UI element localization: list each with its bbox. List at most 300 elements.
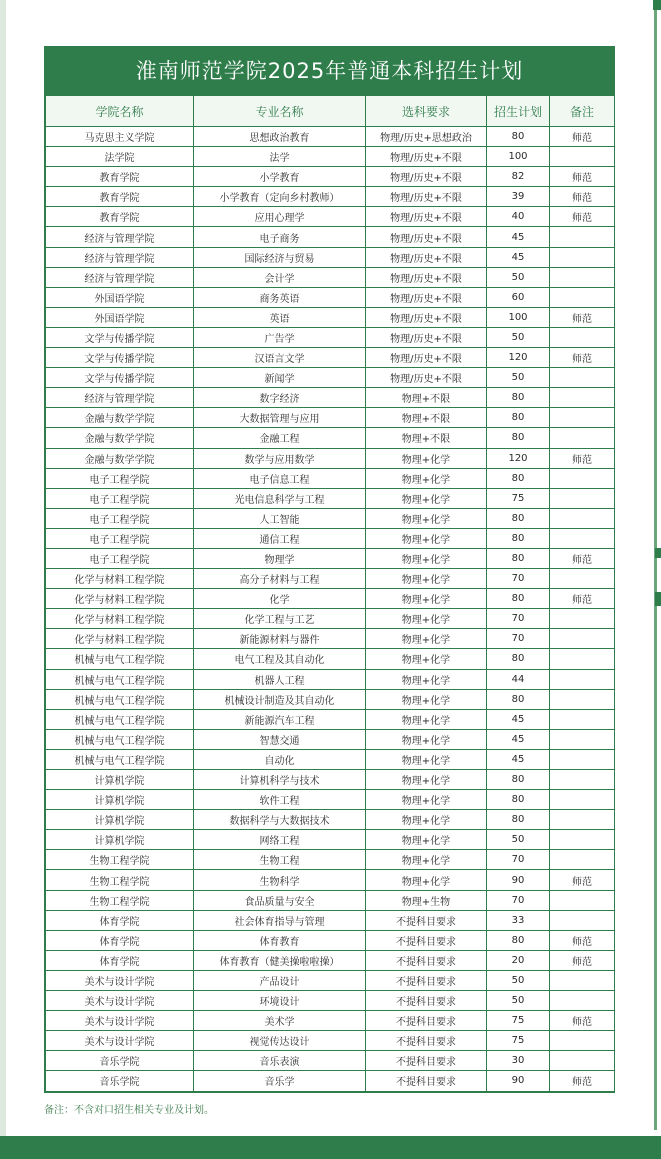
subject-requirement-cell: 物理+化学 xyxy=(366,448,487,468)
major-cell: 机器人工程 xyxy=(194,669,366,689)
remark-cell: 师范 xyxy=(550,127,615,147)
remark-cell xyxy=(550,629,615,649)
plan-count-cell: 50 xyxy=(487,991,550,1011)
major-cell: 法学 xyxy=(194,147,366,167)
remark-cell xyxy=(550,428,615,448)
college-cell: 计算机学院 xyxy=(46,790,194,810)
remark-cell xyxy=(550,267,615,287)
sheet-title: 淮南师范学院2025年普通本科招生计划 xyxy=(45,47,614,95)
table-row xyxy=(46,830,615,850)
remark-cell: 师范 xyxy=(550,307,615,327)
remark-cell xyxy=(550,749,615,769)
major-cell: 新能源汽车工程 xyxy=(194,709,366,729)
table-row xyxy=(46,709,615,729)
table-row xyxy=(46,167,615,187)
subject-requirement-cell: 物理+化学 xyxy=(366,810,487,830)
college-cell: 美术与设计学院 xyxy=(46,991,194,1011)
remark-cell: 师范 xyxy=(550,187,615,207)
plan-count-cell: 45 xyxy=(487,729,550,749)
major-cell: 高分子材料与工程 xyxy=(194,569,366,589)
table-row xyxy=(46,810,615,830)
plan-count-cell: 45 xyxy=(487,749,550,769)
remark-cell xyxy=(550,247,615,267)
remark-cell xyxy=(550,569,615,589)
remark-cell: 师范 xyxy=(550,589,615,609)
major-cell: 智慧交通 xyxy=(194,729,366,749)
subject-requirement-cell: 物理+化学 xyxy=(366,669,487,689)
plan-count-cell: 50 xyxy=(487,368,550,388)
table-row xyxy=(46,569,615,589)
major-cell: 物理学 xyxy=(194,548,366,568)
college-cell: 计算机学院 xyxy=(46,830,194,850)
remark-cell xyxy=(550,368,615,388)
college-cell: 电子工程学院 xyxy=(46,508,194,528)
header-row xyxy=(46,96,615,127)
table-row xyxy=(46,247,615,267)
remark-cell xyxy=(550,850,615,870)
major-cell: 思想政治教育 xyxy=(194,127,366,147)
college-cell: 计算机学院 xyxy=(46,770,194,790)
college-cell: 体育学院 xyxy=(46,950,194,970)
plan-count-cell: 50 xyxy=(487,830,550,850)
subject-requirement-cell: 不提科目要求 xyxy=(366,1031,487,1051)
remark-cell xyxy=(550,649,615,669)
subject-requirement-cell: 物理+化学 xyxy=(366,689,487,709)
college-cell: 机械与电气工程学院 xyxy=(46,669,194,689)
major-cell: 视觉传达设计 xyxy=(194,1031,366,1051)
table-row xyxy=(46,127,615,147)
remark-cell xyxy=(550,810,615,830)
college-cell: 美术与设计学院 xyxy=(46,1031,194,1051)
remark-cell xyxy=(550,609,615,629)
plan-count-cell: 60 xyxy=(487,287,550,307)
subject-requirement-cell: 物理+化学 xyxy=(366,790,487,810)
college-cell: 生物工程学院 xyxy=(46,870,194,890)
table-row xyxy=(46,408,615,428)
remark-cell xyxy=(550,508,615,528)
college-cell: 教育学院 xyxy=(46,167,194,187)
major-cell: 计算机科学与技术 xyxy=(194,770,366,790)
frame-nub xyxy=(655,592,661,606)
subject-requirement-cell: 物理/历史+不限 xyxy=(366,348,487,368)
major-cell: 通信工程 xyxy=(194,528,366,548)
plan-count-cell: 30 xyxy=(487,1051,550,1071)
remark-cell xyxy=(550,770,615,790)
college-cell: 体育学院 xyxy=(46,930,194,950)
major-cell: 金融工程 xyxy=(194,428,366,448)
plan-count-cell: 75 xyxy=(487,1011,550,1031)
bottom-band xyxy=(0,1136,661,1159)
table-row xyxy=(46,589,615,609)
subject-requirement-cell: 物理+化学 xyxy=(366,569,487,589)
plan-count-cell: 39 xyxy=(487,187,550,207)
table-row xyxy=(46,609,615,629)
college-cell: 机械与电气工程学院 xyxy=(46,649,194,669)
college-cell: 电子工程学院 xyxy=(46,528,194,548)
college-cell: 外国语学院 xyxy=(46,307,194,327)
table-row xyxy=(46,729,615,749)
remark-cell xyxy=(550,408,615,428)
college-cell: 法学院 xyxy=(46,147,194,167)
major-cell: 新闻学 xyxy=(194,368,366,388)
remark-cell xyxy=(550,488,615,508)
college-cell: 生物工程学院 xyxy=(46,890,194,910)
table-row xyxy=(46,1031,615,1051)
subject-requirement-cell: 不提科目要求 xyxy=(366,991,487,1011)
table-row xyxy=(46,307,615,327)
plan-count-cell: 90 xyxy=(487,870,550,890)
college-cell: 音乐学院 xyxy=(46,1071,194,1091)
subject-requirement-cell: 物理+不限 xyxy=(366,388,487,408)
subject-requirement-cell: 物理/历史+思想政治 xyxy=(366,127,487,147)
major-cell: 产品设计 xyxy=(194,970,366,990)
major-cell: 食品质量与安全 xyxy=(194,890,366,910)
college-cell: 经济与管理学院 xyxy=(46,247,194,267)
plan-count-cell: 75 xyxy=(487,488,550,508)
subject-requirement-cell: 物理/历史+不限 xyxy=(366,187,487,207)
college-cell: 金融与数学学院 xyxy=(46,408,194,428)
major-cell: 软件工程 xyxy=(194,790,366,810)
major-cell: 电子商务 xyxy=(194,227,366,247)
subject-requirement-cell: 物理+不限 xyxy=(366,408,487,428)
plan-count-cell: 45 xyxy=(487,709,550,729)
subject-requirement-cell: 不提科目要求 xyxy=(366,970,487,990)
table-row xyxy=(46,629,615,649)
plan-count-cell: 80 xyxy=(487,790,550,810)
table-row xyxy=(46,910,615,930)
plan-count-cell: 80 xyxy=(487,689,550,709)
plan-count-cell: 50 xyxy=(487,327,550,347)
college-cell: 经济与管理学院 xyxy=(46,267,194,287)
plan-count-cell: 90 xyxy=(487,1071,550,1091)
major-cell: 人工智能 xyxy=(194,508,366,528)
remark-cell xyxy=(550,287,615,307)
subject-requirement-cell: 物理+化学 xyxy=(366,508,487,528)
major-cell: 会计学 xyxy=(194,267,366,287)
table-row xyxy=(46,689,615,709)
remark-cell xyxy=(550,709,615,729)
plan-count-cell: 80 xyxy=(487,589,550,609)
plan-count-cell: 70 xyxy=(487,609,550,629)
remark-cell xyxy=(550,790,615,810)
plan-count-cell: 80 xyxy=(487,508,550,528)
table-row xyxy=(46,227,615,247)
table-row xyxy=(46,1071,615,1091)
table-row xyxy=(46,649,615,669)
college-cell: 化学与材料工程学院 xyxy=(46,589,194,609)
plan-count-cell: 82 xyxy=(487,167,550,187)
plan-count-cell: 20 xyxy=(487,950,550,970)
college-cell: 文学与传播学院 xyxy=(46,327,194,347)
major-cell: 体育教育 xyxy=(194,930,366,950)
remark-cell xyxy=(550,830,615,850)
table-row xyxy=(46,287,615,307)
major-cell: 化学 xyxy=(194,589,366,609)
plan-count-cell: 80 xyxy=(487,428,550,448)
subject-requirement-cell: 物理+化学 xyxy=(366,770,487,790)
remark-cell xyxy=(550,890,615,910)
college-cell: 机械与电气工程学院 xyxy=(46,749,194,769)
table-row xyxy=(46,187,615,207)
remark-cell: 师范 xyxy=(550,548,615,568)
college-cell: 电子工程学院 xyxy=(46,548,194,568)
plan-count-cell: 80 xyxy=(487,548,550,568)
table-row xyxy=(46,850,615,870)
right-page-frame xyxy=(651,0,661,1159)
subject-requirement-cell: 物理/历史+不限 xyxy=(366,207,487,227)
college-cell: 金融与数学学院 xyxy=(46,428,194,448)
subject-requirement-cell: 物理/历史+不限 xyxy=(366,147,487,167)
remark-cell: 师范 xyxy=(550,1011,615,1031)
college-cell: 经济与管理学院 xyxy=(46,388,194,408)
major-cell: 国际经济与贸易 xyxy=(194,247,366,267)
subject-requirement-cell: 物理/历史+不限 xyxy=(366,327,487,347)
plan-count-cell: 100 xyxy=(487,307,550,327)
remark-cell xyxy=(550,689,615,709)
plan-count-cell: 80 xyxy=(487,810,550,830)
subject-requirement-cell: 物理+化学 xyxy=(366,649,487,669)
subject-requirement-cell: 物理+化学 xyxy=(366,468,487,488)
remark-cell: 师范 xyxy=(550,950,615,970)
header-remark: 备注 xyxy=(550,96,615,127)
remark-cell xyxy=(550,528,615,548)
table-row xyxy=(46,548,615,568)
table-row xyxy=(46,147,615,167)
plan-count-cell: 45 xyxy=(487,247,550,267)
table-row xyxy=(46,448,615,468)
remark-cell: 师范 xyxy=(550,448,615,468)
subject-requirement-cell: 物理+化学 xyxy=(366,709,487,729)
subject-requirement-cell: 物理+化学 xyxy=(366,850,487,870)
major-cell: 数学与应用数学 xyxy=(194,448,366,468)
table-row xyxy=(46,207,615,227)
subject-requirement-cell: 物理+化学 xyxy=(366,589,487,609)
frame-nub xyxy=(655,548,661,558)
remark-cell xyxy=(550,729,615,749)
college-cell: 美术与设计学院 xyxy=(46,970,194,990)
college-cell: 马克思主义学院 xyxy=(46,127,194,147)
subject-requirement-cell: 物理+化学 xyxy=(366,609,487,629)
major-cell: 生物科学 xyxy=(194,870,366,890)
table-row xyxy=(46,1011,615,1031)
major-cell: 小学教育 xyxy=(194,167,366,187)
table-body xyxy=(46,127,615,1092)
table-row xyxy=(46,950,615,970)
table-row xyxy=(46,870,615,890)
plan-count-cell: 80 xyxy=(487,388,550,408)
plan-count-cell: 80 xyxy=(487,528,550,548)
remark-cell xyxy=(550,1051,615,1071)
college-cell: 音乐学院 xyxy=(46,1051,194,1071)
subject-requirement-cell: 物理+化学 xyxy=(366,629,487,649)
college-cell: 文学与传播学院 xyxy=(46,348,194,368)
remark-cell xyxy=(550,327,615,347)
major-cell: 化学工程与工艺 xyxy=(194,609,366,629)
table-row xyxy=(46,428,615,448)
subject-requirement-cell: 物理+化学 xyxy=(366,548,487,568)
subject-requirement-cell: 物理/历史+不限 xyxy=(366,227,487,247)
subject-requirement-cell: 物理+化学 xyxy=(366,528,487,548)
college-cell: 计算机学院 xyxy=(46,810,194,830)
major-cell: 机械设计制造及其自动化 xyxy=(194,689,366,709)
remark-cell xyxy=(550,669,615,689)
table-row xyxy=(46,749,615,769)
subject-requirement-cell: 物理/历史+不限 xyxy=(366,267,487,287)
college-cell: 机械与电气工程学院 xyxy=(46,689,194,709)
table-row xyxy=(46,790,615,810)
major-cell: 网络工程 xyxy=(194,830,366,850)
plan-count-cell: 80 xyxy=(487,127,550,147)
college-cell: 金融与数学学院 xyxy=(46,448,194,468)
table-row xyxy=(46,267,615,287)
subject-requirement-cell: 物理/历史+不限 xyxy=(366,368,487,388)
remark-cell: 师范 xyxy=(550,348,615,368)
plan-count-cell: 70 xyxy=(487,569,550,589)
major-cell: 商务英语 xyxy=(194,287,366,307)
plan-count-cell: 80 xyxy=(487,408,550,428)
admission-plan-table xyxy=(45,95,615,1092)
major-cell: 社会体育指导与管理 xyxy=(194,910,366,930)
college-cell: 生物工程学院 xyxy=(46,850,194,870)
table-row xyxy=(46,368,615,388)
plan-count-cell: 80 xyxy=(487,770,550,790)
remark-cell: 师范 xyxy=(550,870,615,890)
subject-requirement-cell: 不提科目要求 xyxy=(366,1051,487,1071)
subject-requirement-cell: 不提科目要求 xyxy=(366,950,487,970)
major-cell: 广告学 xyxy=(194,327,366,347)
remark-cell: 师范 xyxy=(550,930,615,950)
subject-requirement-cell: 不提科目要求 xyxy=(366,930,487,950)
table-row xyxy=(46,770,615,790)
subject-requirement-cell: 物理/历史+不限 xyxy=(366,167,487,187)
subject-requirement-cell: 物理/历史+不限 xyxy=(366,247,487,267)
plan-count-cell: 70 xyxy=(487,890,550,910)
table-row xyxy=(46,327,615,347)
plan-count-cell: 50 xyxy=(487,970,550,990)
major-cell: 电子信息工程 xyxy=(194,468,366,488)
major-cell: 数据科学与大数据技术 xyxy=(194,810,366,830)
frame-line xyxy=(654,10,657,1130)
college-cell: 外国语学院 xyxy=(46,287,194,307)
table-row xyxy=(46,1051,615,1071)
college-cell: 化学与材料工程学院 xyxy=(46,609,194,629)
admission-plan-sheet xyxy=(44,46,615,1093)
plan-count-cell: 70 xyxy=(487,629,550,649)
plan-count-cell: 80 xyxy=(487,930,550,950)
college-cell: 电子工程学院 xyxy=(46,488,194,508)
plan-count-cell: 75 xyxy=(487,1031,550,1051)
subject-requirement-cell: 物理/历史+不限 xyxy=(366,287,487,307)
major-cell: 小学教育（定向乡村教师） xyxy=(194,187,366,207)
plan-count-cell: 40 xyxy=(487,207,550,227)
remark-cell: 师范 xyxy=(550,167,615,187)
major-cell: 环境设计 xyxy=(194,991,366,1011)
remark-cell xyxy=(550,910,615,930)
remark-cell: 师范 xyxy=(550,1071,615,1091)
subject-requirement-cell: 物理+不限 xyxy=(366,428,487,448)
table-row xyxy=(46,388,615,408)
subject-requirement-cell: 物理+化学 xyxy=(366,749,487,769)
college-cell: 教育学院 xyxy=(46,187,194,207)
frame-corner xyxy=(653,0,661,10)
college-cell: 化学与材料工程学院 xyxy=(46,629,194,649)
subject-requirement-cell: 不提科目要求 xyxy=(366,910,487,930)
major-cell: 体育教育（健美操啦啦操） xyxy=(194,950,366,970)
remark-cell xyxy=(550,147,615,167)
plan-count-cell: 120 xyxy=(487,448,550,468)
major-cell: 生物工程 xyxy=(194,850,366,870)
table-row xyxy=(46,669,615,689)
subject-requirement-cell: 物理+化学 xyxy=(366,830,487,850)
remark-cell: 师范 xyxy=(550,207,615,227)
header-college: 学院名称 xyxy=(46,96,194,127)
college-cell: 体育学院 xyxy=(46,910,194,930)
table-row xyxy=(46,970,615,990)
subject-requirement-cell: 物理+化学 xyxy=(366,870,487,890)
plan-count-cell: 100 xyxy=(487,147,550,167)
table-row xyxy=(46,930,615,950)
table-row xyxy=(46,348,615,368)
subject-requirement-cell: 物理/历史+不限 xyxy=(366,307,487,327)
college-cell: 美术与设计学院 xyxy=(46,1011,194,1031)
header-plan-count: 招生计划 xyxy=(487,96,550,127)
footnote: 备注：不含对口招生相关专业及计划。 xyxy=(44,1105,214,1116)
remark-cell xyxy=(550,388,615,408)
college-cell: 经济与管理学院 xyxy=(46,227,194,247)
table-row xyxy=(46,488,615,508)
subject-requirement-cell: 物理+化学 xyxy=(366,488,487,508)
table-row xyxy=(46,508,615,528)
subject-requirement-cell: 不提科目要求 xyxy=(366,1011,487,1031)
major-cell: 音乐学 xyxy=(194,1071,366,1091)
subject-requirement-cell: 不提科目要求 xyxy=(366,1071,487,1091)
plan-count-cell: 80 xyxy=(487,649,550,669)
table-row xyxy=(46,528,615,548)
college-cell: 电子工程学院 xyxy=(46,468,194,488)
major-cell: 汉语言文学 xyxy=(194,348,366,368)
college-cell: 文学与传播学院 xyxy=(46,368,194,388)
plan-count-cell: 80 xyxy=(487,468,550,488)
remark-cell xyxy=(550,468,615,488)
college-cell: 化学与材料工程学院 xyxy=(46,569,194,589)
college-cell: 机械与电气工程学院 xyxy=(46,729,194,749)
remark-cell xyxy=(550,970,615,990)
table-row xyxy=(46,468,615,488)
major-cell: 美术学 xyxy=(194,1011,366,1031)
remark-cell xyxy=(550,1031,615,1051)
plan-count-cell: 44 xyxy=(487,669,550,689)
remark-cell xyxy=(550,991,615,1011)
plan-count-cell: 45 xyxy=(487,227,550,247)
major-cell: 电气工程及其自动化 xyxy=(194,649,366,669)
major-cell: 新能源材料与器件 xyxy=(194,629,366,649)
subject-requirement-cell: 物理+化学 xyxy=(366,729,487,749)
subject-requirement-cell: 物理+生物 xyxy=(366,890,487,910)
major-cell: 数字经济 xyxy=(194,388,366,408)
header-subject-requirement: 选科要求 xyxy=(366,96,487,127)
college-cell: 教育学院 xyxy=(46,207,194,227)
major-cell: 应用心理学 xyxy=(194,207,366,227)
major-cell: 光电信息科学与工程 xyxy=(194,488,366,508)
plan-count-cell: 70 xyxy=(487,850,550,870)
plan-count-cell: 33 xyxy=(487,910,550,930)
table-row xyxy=(46,890,615,910)
left-margin-stripe xyxy=(0,0,6,1159)
header-major: 专业名称 xyxy=(194,96,366,127)
plan-count-cell: 50 xyxy=(487,267,550,287)
college-cell: 机械与电气工程学院 xyxy=(46,709,194,729)
major-cell: 大数据管理与应用 xyxy=(194,408,366,428)
